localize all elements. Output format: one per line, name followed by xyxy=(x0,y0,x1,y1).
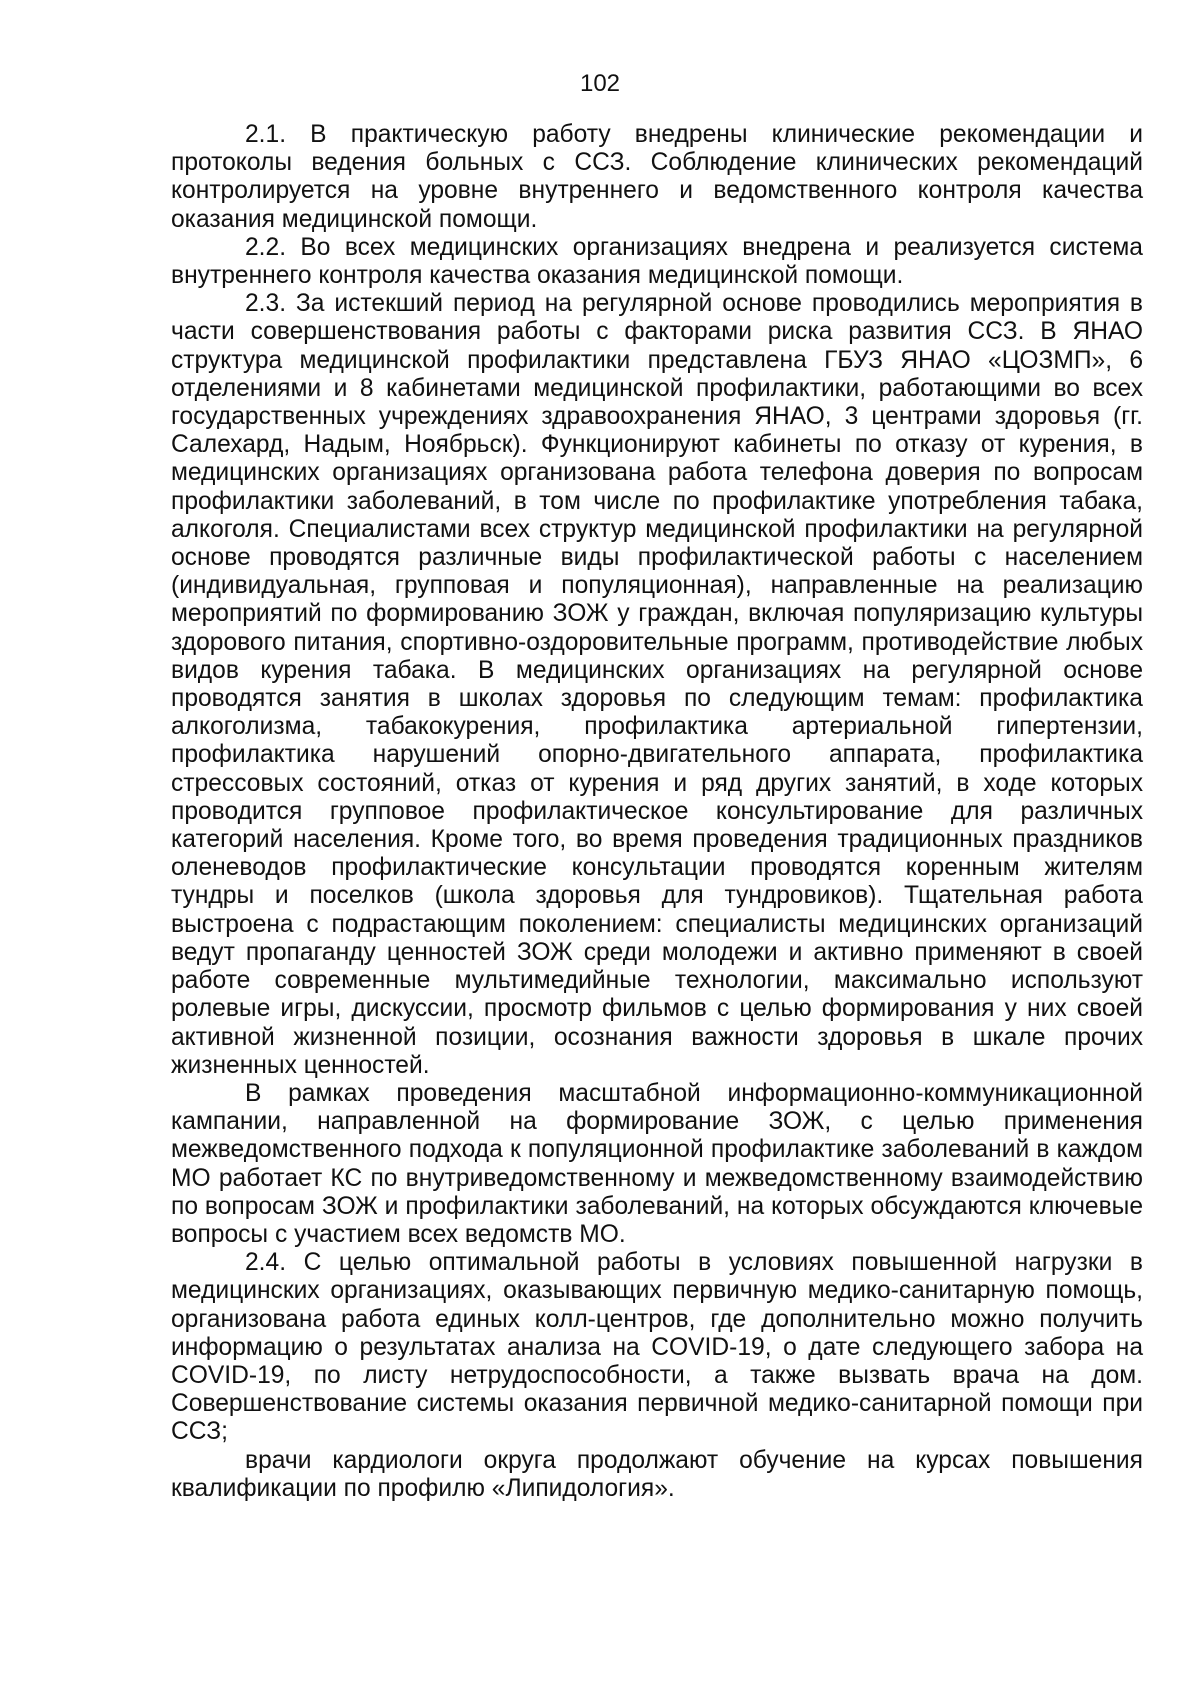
paragraph-info-campaign: В рамках проведения масштабной информационно-коммуникационной кампании, направленной на формирование ЗОЖ, с целью применения межведомственного подхода к популяционной профилактике заболеваний в каждом МО работает КС по внутриведомственному и межведомственному взаимодействию по вопросам ЗОЖ и профилактики заболеваний, на которых обсуждаются ключевые вопросы с участием всех ведомств МО. xyxy=(171,1079,1143,1248)
paragraph-2-1: 2.1. В практическую работу внедрены клинические рекомендации и протоколы ведения больных с ССЗ. Соблюдение клинических рекомендаций контролируется на уровне внутреннего и ведомственного контроля качества оказания медицинской помощи. xyxy=(171,121,1143,233)
paragraph-2-4: 2.4. С целью оптимальной работы в условиях повышенной нагрузки в медицинских организациях, оказывающих первичную медико-санитарную помощь, организована работа единых колл-центров, где дополнительно можно получить информацию о результатах анализа на COVID-19, о дате следующего забора на COVID-19, по листу нетрудоспособности, а также вызвать врача на дом. Совершенствование системы оказания первичной медико-санитарной помощи при ССЗ; xyxy=(171,1249,1143,1446)
paragraph-2-2: 2.2. Во всех медицинских организациях внедрена и реализуется система внутреннего контроля качества оказания медицинской помощи. xyxy=(171,233,1143,290)
page-number: 102 xyxy=(579,70,621,97)
paragraph-cardiologists: врачи кардиологи округа продолжают обучение на курсах повышения квалификации по профилю «Липидология». xyxy=(171,1446,1143,1502)
paragraph-2-3: 2.3. За истекший период на регулярной основе проводились мероприятия в части совершенствования работы с факторами риска развития ССЗ. В ЯНАО структура медицинской профилактики представлена ГБУЗ ЯНАО «ЦОЗМП», 6 отделениями и 8 кабинетами медицинской профилактики, работающими во всех государственных учреждениях здравоохранения ЯНАО, 3 центрами здоровья (гг. Салехард, Надым, Ноябрьск). Функционируют кабинеты по отказу от курения, в медицинских организациях организована работа телефона доверия по вопросам профилактики заболеваний, в том числе по профилактике употребления табака, алкоголя. Специалистами всех структур медицинской профилактики на регулярной основе проводятся различные виды профилактической работы с населением (индивидуальная, групповая и популяционная), направленные на реализацию мероприятий по формированию ЗОЖ у граждан, включая популяризацию культуры здорового питания, спортивно-оздоровительные программ, противодействие любых видов курения табака. В медицинских организациях на регулярной основе проводятся занятия в школах здоровья по следующим темам: профилактика алкоголизма, табакокурения, профилактика артериальной гипертензии, профилактика нарушений опорно-двигательного аппарата, профилактика стрессовых состояний, отказ от курения и ряд других занятий, в ходе которых проводится групповое профилактическое консультирование для различных категорий населения. Кроме того, во время проведения традиционных праздников оленеводов профилактические консультации проводятся коренным жителям тундры и поселков (школа здоровья для тундровиков). Тщательная работа выстроена с подрастающим поколением: специалисты медицинских организаций ведут пропаганду ценностей ЗОЖ среди молодежи и активно применяют в своей работе современные мультимедийные технологии, максимально используют ролевые игры, дискуссии, просмотр фильмов с целью формирования у них своей активной жизненной позиции, осознания важности здоровья в шкале прочих жизненных ценностей. xyxy=(171,290,1143,1079)
document-body xyxy=(171,121,1143,1503)
